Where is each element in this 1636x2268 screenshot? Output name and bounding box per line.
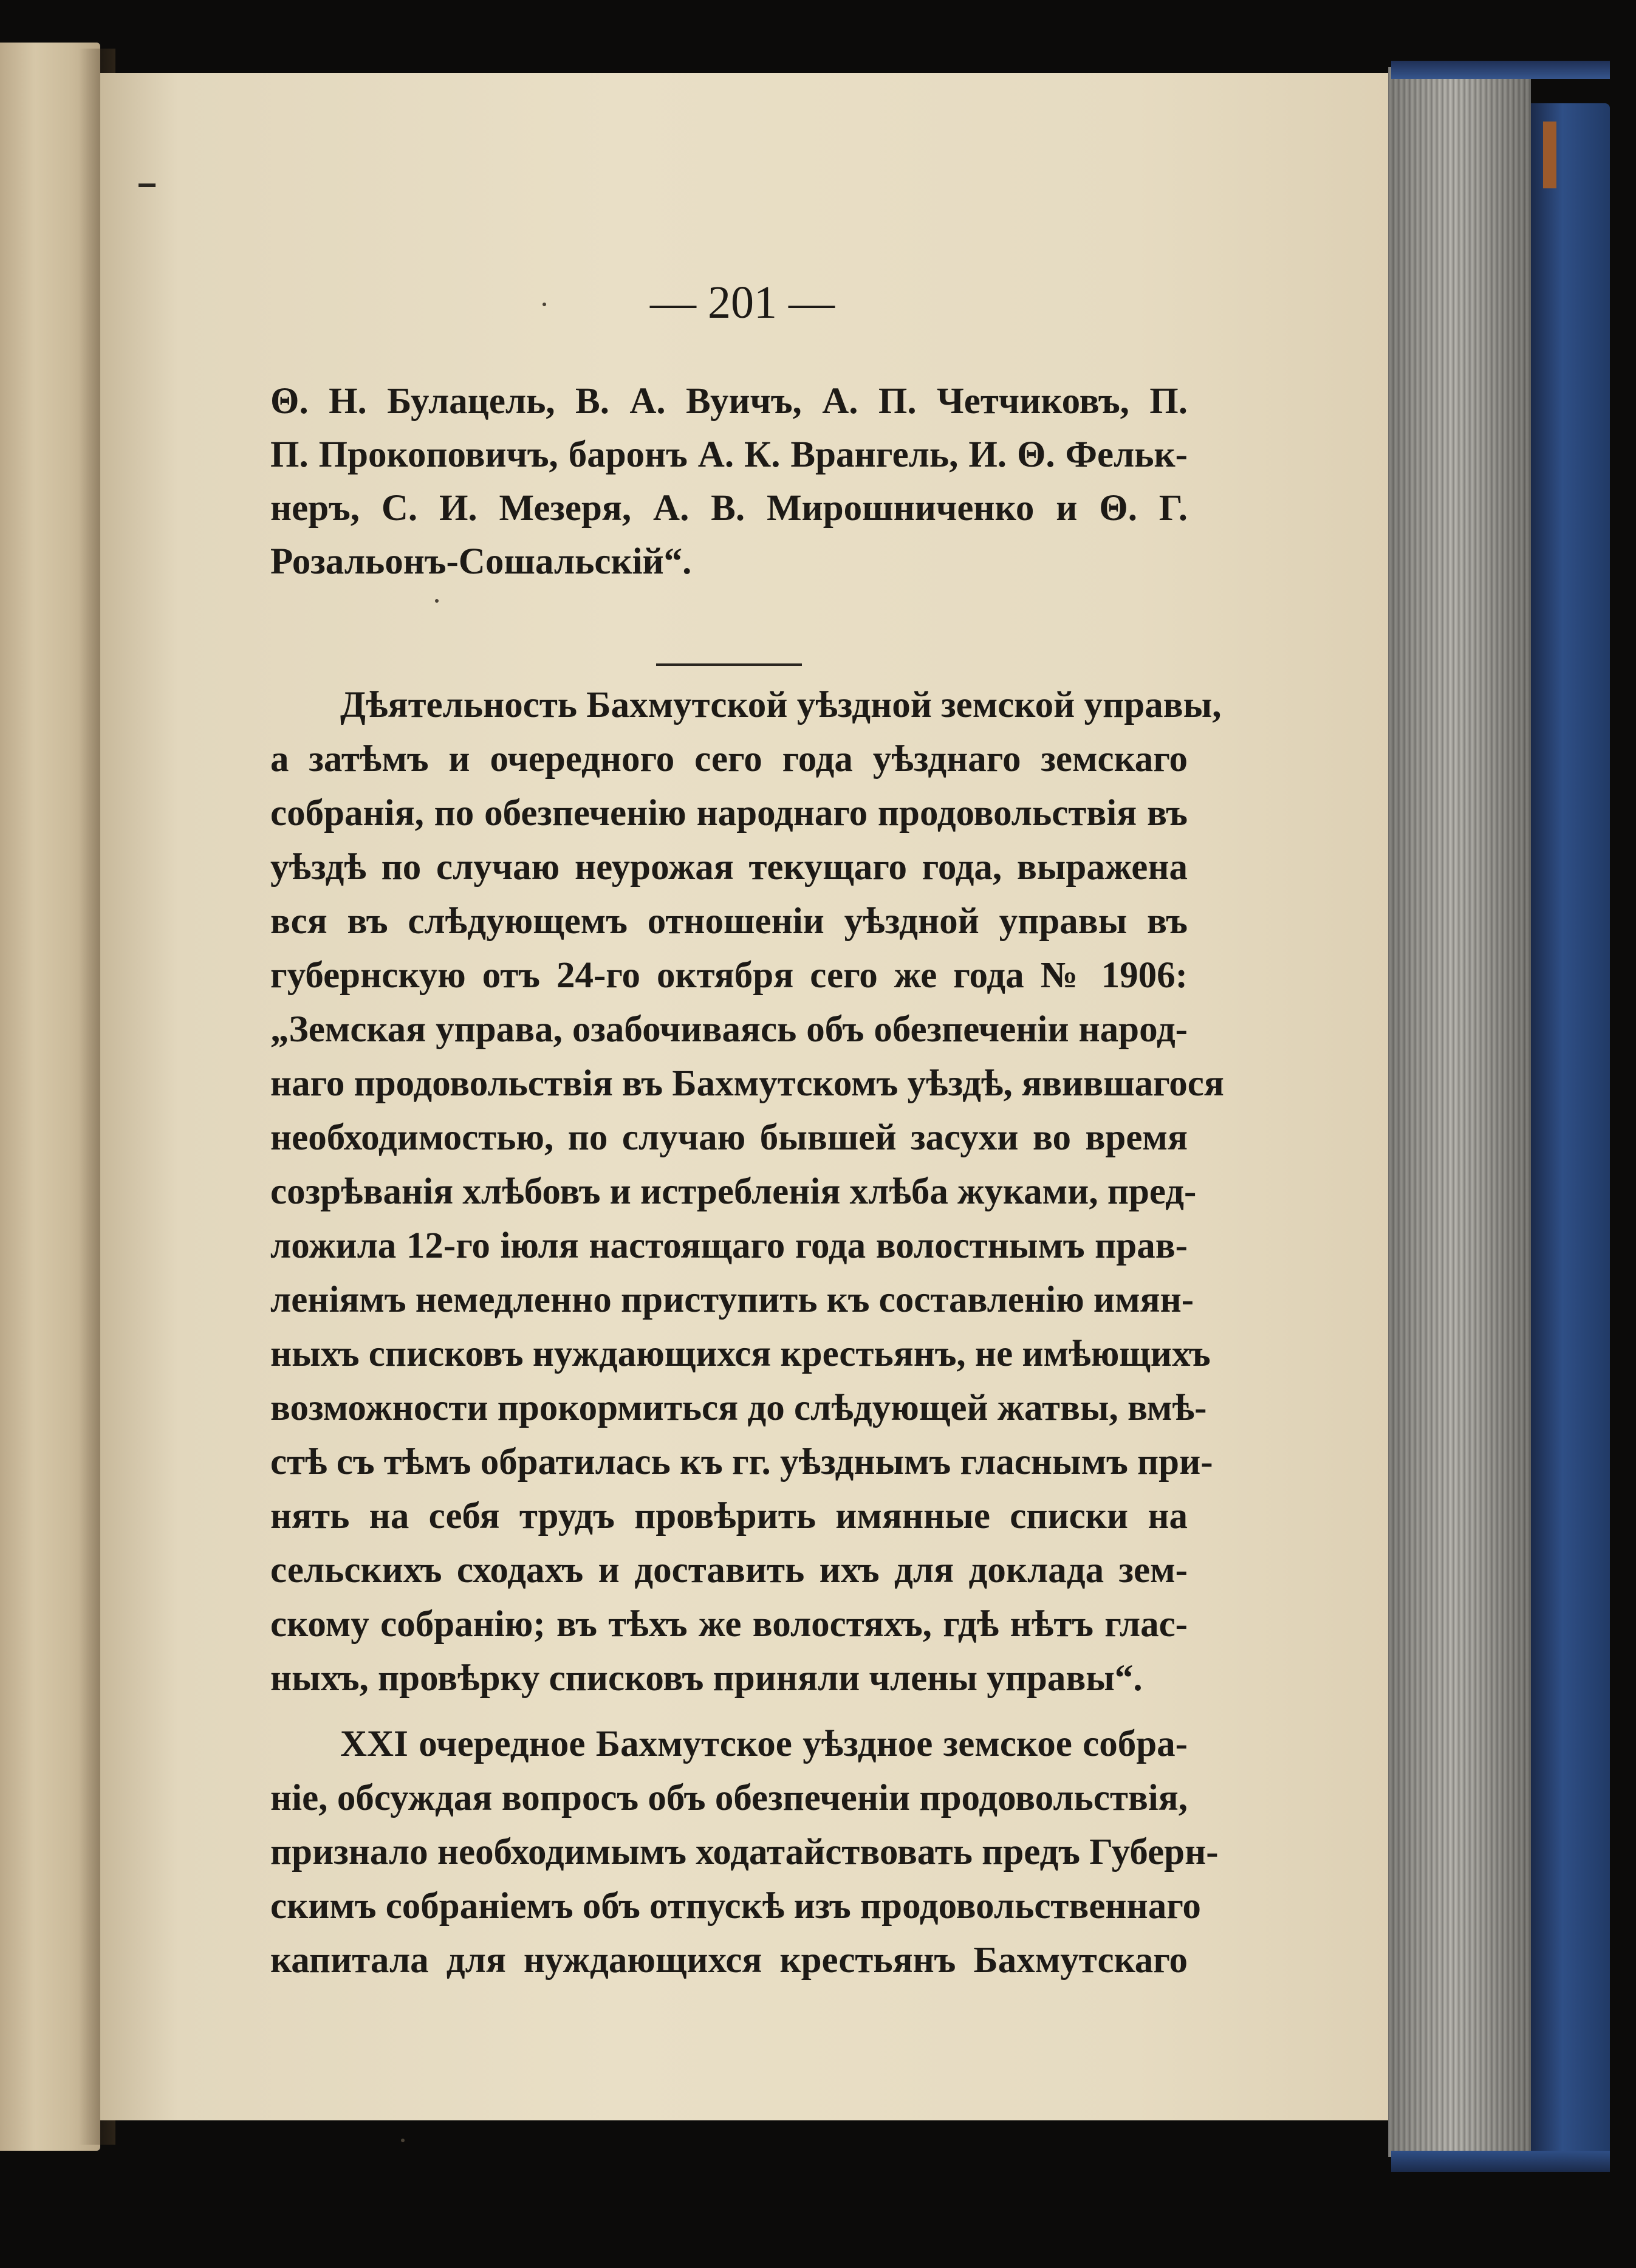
names-line-2: П. Прокоповичъ, баронъ А. К. Врангель, И. Θ. Фельк- — [270, 434, 1188, 475]
paragraph-1-line-8: наго продовольствія въ Бахмутскомъ уѣздѣ, явившагося — [270, 1063, 1224, 1104]
paper-speck — [435, 599, 439, 603]
paragraph-1-line-5: вся въ слѣдующемъ отношеніи уѣздной управы въ — [270, 901, 1188, 942]
book-cover — [1531, 103, 1610, 2169]
margin-mark — [139, 183, 156, 187]
paragraph-1-line-13: ныхъ списковъ нуждающихся крестьянъ, не имѣющихъ — [270, 1334, 1211, 1374]
paragraph-1-line-12: леніямъ немедленно приступить къ составленію имян- — [270, 1280, 1194, 1320]
paragraph-1-line-10: созрѣванія хлѣбовъ и истребленія хлѣба жуками, пред- — [270, 1171, 1197, 1212]
paragraph-1-line-9: необходимостью, по случаю бывшей засухи во время — [270, 1117, 1188, 1158]
paragraph-1-line-19: ныхъ, провѣрку списковъ приняли члены управы“. — [270, 1658, 1143, 1699]
fore-edge-shading — [1388, 67, 1531, 2157]
paragraph-2-line-4: скимъ собраніемъ объ отпускѣ изъ продовольственнаго — [270, 1886, 1201, 1927]
paragraph-2-line-3: признало необходимымъ ходатайствовать предъ Губерн- — [270, 1832, 1219, 1872]
names-line-1: Θ. Н. Булацель, В. А. Вуичъ, А. П. Четчиковъ, П. — [270, 381, 1188, 422]
paragraph-1-line-1: Дѣятельность Бахмутской уѣздной земской управы, — [340, 685, 1222, 725]
paragraph-1-line-17: сельскихъ сходахъ и доставить ихъ для доклада зем- — [270, 1550, 1188, 1591]
paragraph-1-line-16: нять на себя трудъ провѣрить имянные списки на — [270, 1496, 1188, 1537]
paragraph-1-line-15: стѣ съ тѣмъ обратилась къ гг. уѣзднымъ гласнымъ при- — [270, 1442, 1213, 1482]
paragraph-1-line-14: возможности прокормиться до слѣдующей жатвы, вмѣ- — [270, 1388, 1207, 1428]
headband — [1543, 122, 1556, 188]
paragraph-1-line-4: уѣздѣ по случаю неурожая текущаго года, выражена — [270, 847, 1188, 888]
page-number: — 201 — — [650, 277, 835, 328]
paragraph-1-line-7: „Земская управа, озабочиваясь объ обезпеченіи народ- — [270, 1009, 1188, 1050]
paragraph-1-line-11: ложила 12-го іюля настоящаго года волостнымъ прав- — [270, 1225, 1188, 1266]
paragraph-1-line-2: а затѣмъ и очередного сего года уѣзднаго земскаго — [270, 739, 1188, 779]
paragraph-2-line-5: капитала для нуждающихся крестьянъ Бахмутскаго — [270, 1940, 1188, 1981]
cover-top-edge — [1391, 61, 1610, 79]
names-line-4: Розальонъ-Сошальскій“. — [270, 541, 692, 582]
paragraph-1-line-18: скому собранію; въ тѣхъ же волостяхъ, гдѣ нѣтъ глас- — [270, 1604, 1188, 1645]
section-divider — [656, 663, 802, 666]
cover-bottom-edge — [1391, 2151, 1610, 2172]
paragraph-1-line-3: собранія, по обезпеченію народнаго продовольствія въ — [270, 793, 1188, 834]
paragraph-2-line-2: ніе, обсуждая вопросъ объ обезпеченіи продовольствія, — [270, 1778, 1188, 1818]
paragraph-2-line-1: XXI очередное Бахмутское уѣздное земское собра- — [340, 1724, 1188, 1764]
names-line-3: неръ, С. И. Мезеря, А. В. Мирошниченко и Θ. Г. — [270, 488, 1188, 529]
paragraph-1-line-6: губернскую отъ 24-го октября сего же года № 1906: — [270, 955, 1188, 996]
paper-speck — [542, 303, 546, 306]
paper-speck — [401, 2139, 405, 2142]
